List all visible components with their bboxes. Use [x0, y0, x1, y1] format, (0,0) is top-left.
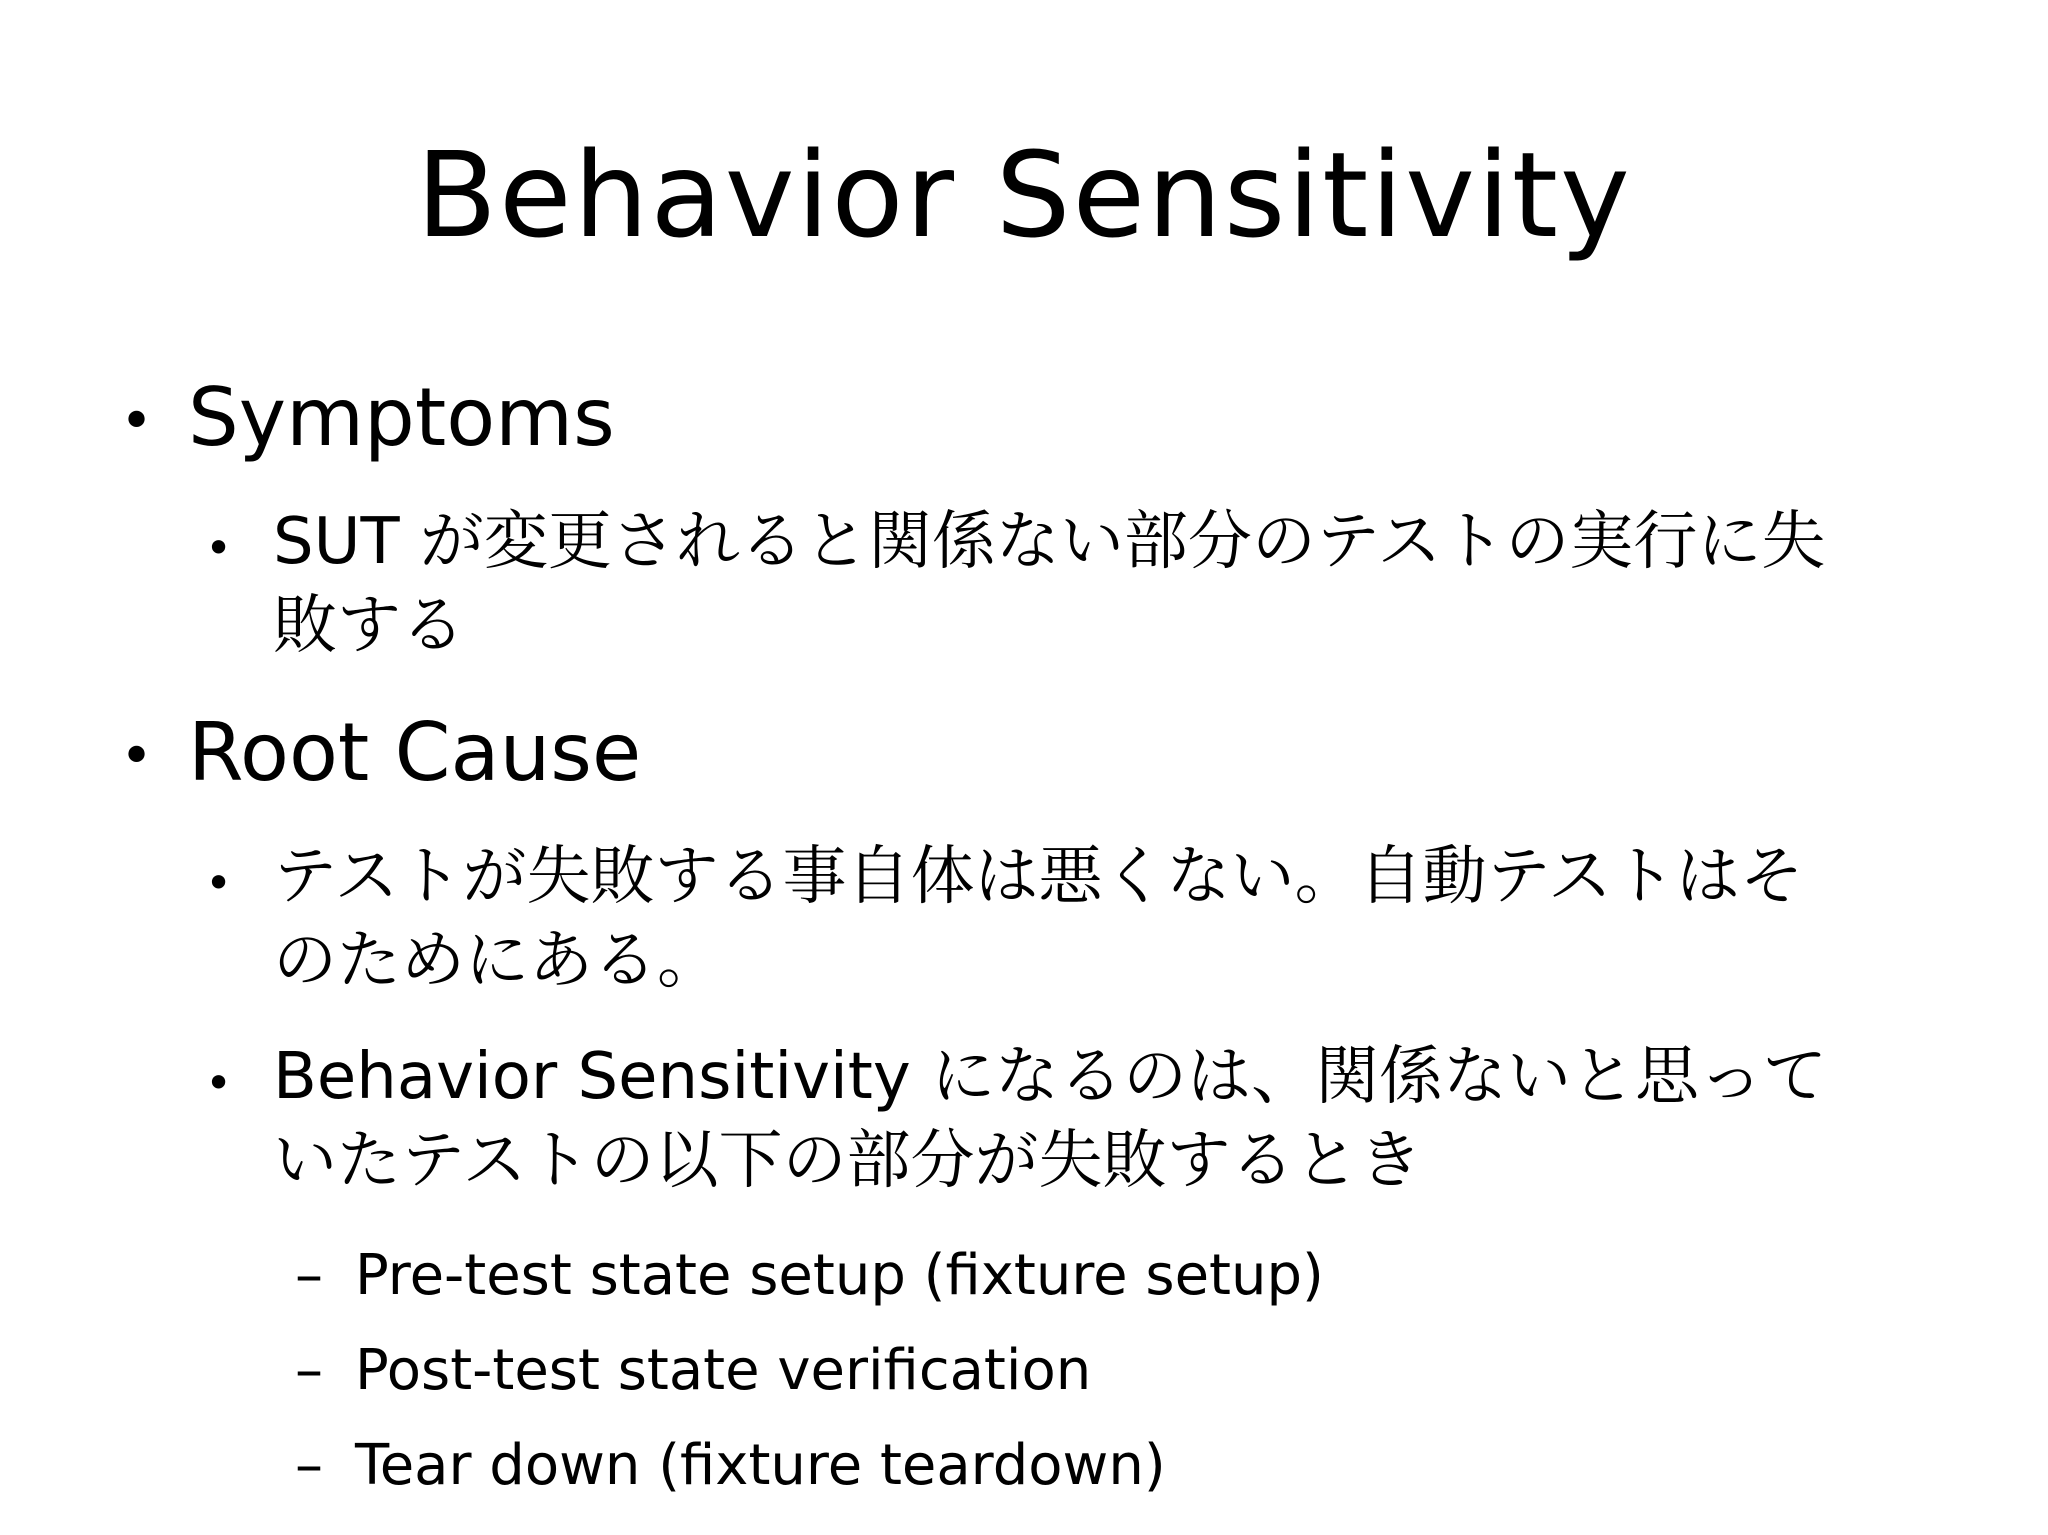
bullet-label-root-cause: Root Cause [188, 706, 642, 799]
sub-item-text: Pre-test state setup (fixture setup) [355, 1243, 1324, 1308]
slide-title: Behavior Sensitivity [416, 126, 1632, 264]
bullet-dot-icon: • [120, 724, 154, 789]
bullet-dot-icon: • [205, 1056, 233, 1110]
dash-icon: – [295, 1433, 323, 1498]
dash-icon: – [295, 1243, 323, 1308]
sub-item-text: Post-test state verification [355, 1338, 1092, 1403]
symptom-item-text: SUT が変更されると関係ない部分のテストの実行に失 敗する [273, 505, 1826, 663]
sub-item-text: Tear down (fixture teardown) [355, 1433, 1166, 1498]
root-cause-item-text: Behavior Sensitivity になるのは、関係ないと思って いたテストの以下の部分が失敗するとき [273, 1040, 1828, 1198]
bullet-dot-icon: • [205, 856, 233, 910]
bullet-dot-icon: • [120, 389, 154, 454]
root-cause-item-text: テストが失敗する事自体は悪くない。自動テストはそ のためにある。 [273, 840, 1804, 998]
dash-icon: – [295, 1338, 323, 1403]
bullet-dot-icon: • [205, 521, 233, 575]
bullet-label-symptoms: Symptoms [188, 371, 615, 464]
